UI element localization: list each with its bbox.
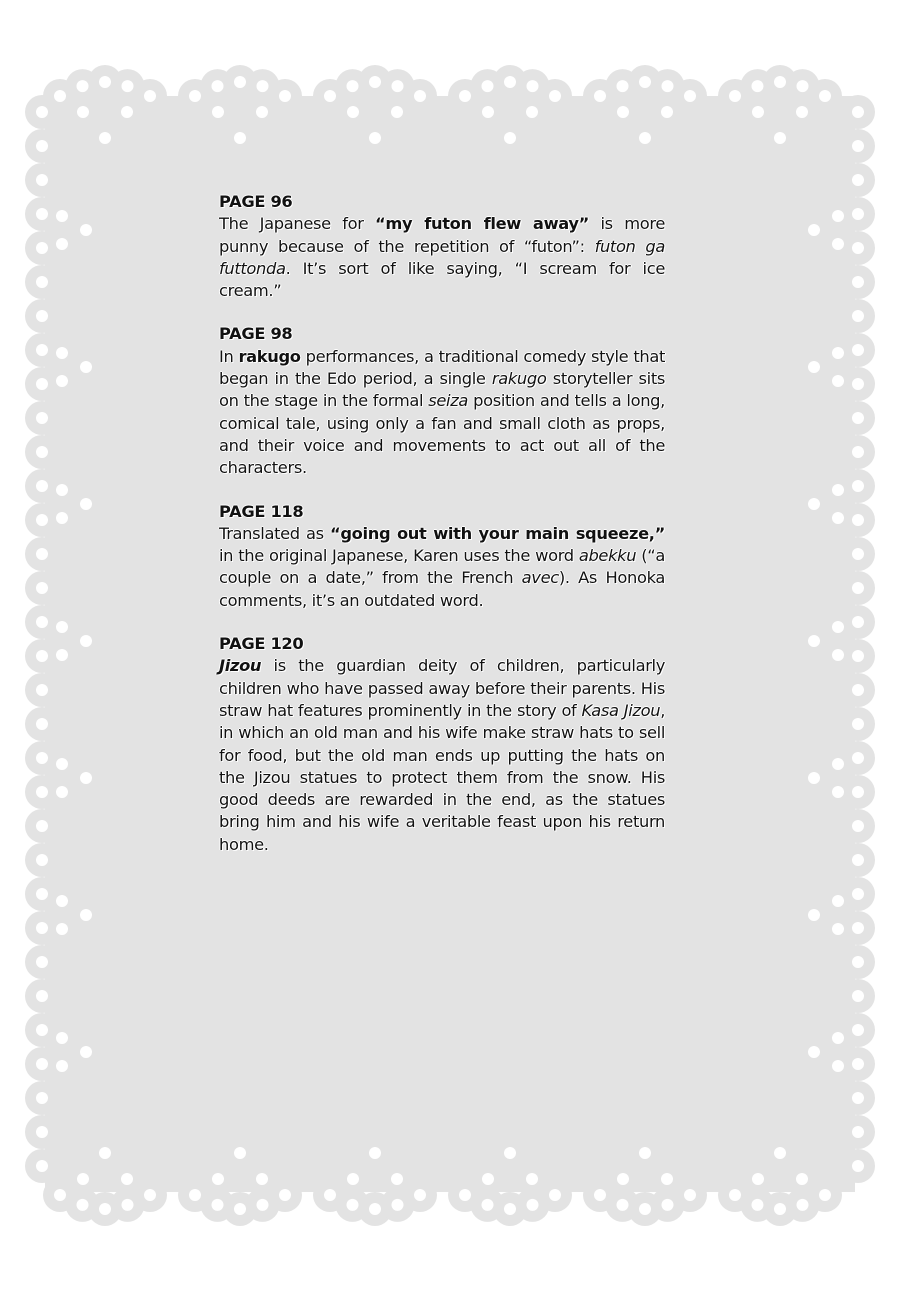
frame-hole xyxy=(122,1199,134,1211)
frame-hole xyxy=(36,242,48,254)
note-heading: PAGE 118 xyxy=(219,501,304,521)
frame-hole xyxy=(279,90,291,102)
frame-hole xyxy=(662,1199,674,1211)
frame-hole xyxy=(852,786,864,798)
frame-hole xyxy=(832,923,844,935)
frame-hole xyxy=(36,684,48,696)
frame-hole xyxy=(852,616,864,628)
frame-hole xyxy=(808,909,820,921)
frame-hole xyxy=(526,1173,538,1185)
frame-hole xyxy=(774,76,786,88)
frame-hole xyxy=(832,786,844,798)
frame-hole xyxy=(852,990,864,1002)
frame-hole xyxy=(797,1199,809,1211)
frame-hole xyxy=(852,344,864,356)
frame-hole xyxy=(56,238,68,250)
frame-hole xyxy=(56,895,68,907)
frame-hole xyxy=(832,484,844,496)
frame-hole xyxy=(852,140,864,152)
frame-hole xyxy=(414,1189,426,1201)
frame-hole xyxy=(56,621,68,633)
frame-hole xyxy=(527,1199,539,1211)
frame-hole xyxy=(36,956,48,968)
frame-hole xyxy=(729,90,741,102)
frame-hole xyxy=(36,786,48,798)
frame-hole xyxy=(80,361,92,373)
note-body: Jizou is the guardian deity of children, particularly children who have passed away before their parents. His straw hat features prominently in the story of Kasa Jizou, in which an old man and his wife make straw hats to sell for food, but the old man ends up putting the hats on the Jizou statues to protect them from the snow. His good deeds are rewarded in the end, as the statues bring him and his wife a veritable feast upon his return home. xyxy=(219,656,666,854)
frame-hole xyxy=(36,990,48,1002)
frame-hole xyxy=(347,80,359,92)
frame-hole xyxy=(808,361,820,373)
frame-hole xyxy=(526,106,538,118)
frame-hole xyxy=(852,412,864,424)
frame-hole xyxy=(257,1199,269,1211)
frame-hole xyxy=(774,1147,786,1159)
frame-hole xyxy=(504,132,516,144)
frame-hole xyxy=(324,90,336,102)
frame-hole xyxy=(144,1189,156,1201)
frame-hole xyxy=(36,582,48,594)
frame-hole xyxy=(852,1160,864,1172)
frame-hole xyxy=(852,548,864,560)
frame-hole xyxy=(774,1203,786,1215)
frame-hole xyxy=(36,1092,48,1104)
frame-hole xyxy=(56,347,68,359)
frame-hole xyxy=(36,888,48,900)
frame-hole xyxy=(234,1203,246,1215)
frame-hole xyxy=(212,106,224,118)
frame-hole xyxy=(347,1173,359,1185)
frame-hole xyxy=(369,1203,381,1215)
frame-hole xyxy=(549,90,561,102)
frame-hole xyxy=(36,752,48,764)
frame-hole xyxy=(36,276,48,288)
frame-hole xyxy=(774,132,786,144)
frame-hole xyxy=(36,1058,48,1070)
note-page-96 xyxy=(219,191,665,302)
frame-hole xyxy=(504,1147,516,1159)
frame-hole xyxy=(54,90,66,102)
frame-hole xyxy=(459,1189,471,1201)
frame-hole xyxy=(80,909,92,921)
note-heading: PAGE 98 xyxy=(219,324,293,344)
frame-hole xyxy=(36,650,48,662)
frame-hole xyxy=(369,76,381,88)
frame-hole xyxy=(77,1173,89,1185)
frame-hole xyxy=(80,772,92,784)
frame-hole xyxy=(852,310,864,322)
frame-hole xyxy=(36,922,48,934)
frame-hole xyxy=(639,1147,651,1159)
frame-hole xyxy=(56,375,68,387)
frame-hole xyxy=(729,1189,741,1201)
frame-hole xyxy=(852,582,864,594)
frame-hole xyxy=(808,498,820,510)
frame-hole xyxy=(56,1032,68,1044)
frame-hole xyxy=(852,242,864,254)
frame-hole xyxy=(56,786,68,798)
frame-hole xyxy=(482,1199,494,1211)
frame-hole xyxy=(36,412,48,424)
frame-hole xyxy=(617,1199,629,1211)
frame-hole xyxy=(234,76,246,88)
frame-hole xyxy=(852,1024,864,1036)
note-body: The Japanese for “my futon flew away” is more punny because of the repetition of “futon”: futon ga futtonda. It’s sort of like saying, “I scream for ice cream.” xyxy=(219,214,665,301)
note-page-118 xyxy=(219,501,665,612)
frame-hole xyxy=(852,956,864,968)
frame-hole xyxy=(77,106,89,118)
frame-hole xyxy=(234,132,246,144)
frame-hole xyxy=(36,820,48,832)
frame-hole xyxy=(832,512,844,524)
frame-hole xyxy=(56,210,68,222)
frame-hole xyxy=(797,80,809,92)
frame-hole xyxy=(99,76,111,88)
frame-hole xyxy=(852,446,864,458)
frame-hole xyxy=(852,820,864,832)
frame-hole xyxy=(324,1189,336,1201)
frame-hole xyxy=(796,106,808,118)
frame-hole xyxy=(36,480,48,492)
frame-hole xyxy=(752,80,764,92)
frame-hole xyxy=(808,224,820,236)
frame-hole xyxy=(852,752,864,764)
frame-hole xyxy=(527,80,539,92)
note-heading: PAGE 96 xyxy=(219,192,293,211)
frame-hole xyxy=(99,132,111,144)
frame-hole xyxy=(832,375,844,387)
frame-hole xyxy=(832,238,844,250)
frame-hole xyxy=(212,1173,224,1185)
frame-hole xyxy=(617,80,629,92)
frame-hole xyxy=(279,1189,291,1201)
frame-hole xyxy=(212,80,224,92)
frame-hole xyxy=(36,1126,48,1138)
frame-hole xyxy=(36,514,48,526)
frame-hole xyxy=(36,208,48,220)
frame-hole xyxy=(639,132,651,144)
frame-hole xyxy=(832,621,844,633)
frame-hole xyxy=(56,1060,68,1072)
frame-hole xyxy=(852,684,864,696)
frame-hole xyxy=(852,650,864,662)
note-body: In rakugo performances, a traditional comedy style that began in the Edo period, a single rakugo storyteller sits on the stage in the formal seiza position and tells a long, comical tale, using only a fan and small cloth as props, and their voice and movements to act out all of the characters. xyxy=(219,346,666,478)
frame-hole xyxy=(189,90,201,102)
frame-hole xyxy=(392,1199,404,1211)
frame-hole xyxy=(80,224,92,236)
frame-hole xyxy=(594,1189,606,1201)
frame-hole xyxy=(482,1173,494,1185)
frame-hole xyxy=(852,1126,864,1138)
frame-hole xyxy=(852,922,864,934)
frame-hole xyxy=(852,174,864,186)
frame-hole xyxy=(852,888,864,900)
frame-hole xyxy=(504,76,516,88)
frame-hole xyxy=(832,1032,844,1044)
frame-hole xyxy=(684,90,696,102)
frame-hole xyxy=(36,1024,48,1036)
note-heading: PAGE 120 xyxy=(219,634,304,654)
frame-hole xyxy=(832,758,844,770)
frame-hole xyxy=(808,635,820,647)
frame-hole xyxy=(36,616,48,628)
frame-hole xyxy=(617,1173,629,1185)
frame-hole xyxy=(257,80,269,92)
frame-hole xyxy=(832,1060,844,1072)
frame-hole xyxy=(852,106,864,118)
frame-hole xyxy=(852,854,864,866)
frame-hole xyxy=(819,90,831,102)
frame-hole xyxy=(832,649,844,661)
frame-hole xyxy=(852,1058,864,1070)
frame-hole xyxy=(752,1173,764,1185)
frame-hole xyxy=(36,174,48,186)
frame-hole xyxy=(796,1173,808,1185)
frame-hole xyxy=(99,1147,111,1159)
frame-hole xyxy=(852,1092,864,1104)
frame-hole xyxy=(594,90,606,102)
frame-hole xyxy=(56,484,68,496)
frame-hole xyxy=(661,1173,673,1185)
frame-hole xyxy=(36,854,48,866)
frame-hole xyxy=(36,548,48,560)
frame-hole xyxy=(852,480,864,492)
note-page-98 xyxy=(219,323,665,479)
frame-hole xyxy=(54,1189,66,1201)
frame-hole xyxy=(256,106,268,118)
frame-hole xyxy=(347,106,359,118)
frame-hole xyxy=(832,210,844,222)
frame-hole xyxy=(661,106,673,118)
frame-hole xyxy=(752,1199,764,1211)
note-body: Translated as “going out with your main squeeze,” in the original Japanese, Karen uses the word abekku (“a couple on a date,” from the French avec). As Honoka comments, it’s an outdated word. xyxy=(219,523,665,610)
frame-hole xyxy=(36,718,48,730)
frame-hole xyxy=(56,923,68,935)
frame-hole xyxy=(391,106,403,118)
frame-hole xyxy=(369,1147,381,1159)
frame-hole xyxy=(77,1199,89,1211)
frame-hole xyxy=(212,1199,224,1211)
frame-hole xyxy=(808,772,820,784)
frame-hole xyxy=(189,1189,201,1201)
frame-hole xyxy=(36,140,48,152)
frame-hole xyxy=(639,1203,651,1215)
frame-hole xyxy=(36,106,48,118)
frame-hole xyxy=(639,76,651,88)
frame-hole xyxy=(832,895,844,907)
frame-hole xyxy=(414,90,426,102)
frame-hole xyxy=(482,106,494,118)
frame-hole xyxy=(752,106,764,118)
note-page-120 xyxy=(219,633,665,856)
frame-hole xyxy=(852,514,864,526)
frame-hole xyxy=(504,1203,516,1215)
frame-hole xyxy=(77,80,89,92)
frame-hole xyxy=(482,80,494,92)
frame-hole xyxy=(684,1189,696,1201)
translation-notes xyxy=(219,191,665,877)
frame-hole xyxy=(56,758,68,770)
frame-hole xyxy=(56,512,68,524)
frame-hole xyxy=(144,90,156,102)
frame-hole xyxy=(36,344,48,356)
frame-hole xyxy=(808,1046,820,1058)
frame-hole xyxy=(234,1147,246,1159)
frame-hole xyxy=(549,1189,561,1201)
frame-hole xyxy=(99,1203,111,1215)
frame-hole xyxy=(121,106,133,118)
frame-hole xyxy=(36,310,48,322)
frame-hole xyxy=(80,635,92,647)
frame-hole xyxy=(662,80,674,92)
frame-hole xyxy=(617,106,629,118)
frame-hole xyxy=(36,378,48,390)
frame-hole xyxy=(369,132,381,144)
frame-hole xyxy=(852,208,864,220)
frame-hole xyxy=(852,276,864,288)
frame-hole xyxy=(819,1189,831,1201)
frame-hole xyxy=(80,1046,92,1058)
frame-hole xyxy=(36,1160,48,1172)
frame-hole xyxy=(852,718,864,730)
frame-hole xyxy=(459,90,471,102)
frame-hole xyxy=(80,498,92,510)
frame-hole xyxy=(122,80,134,92)
frame-hole xyxy=(832,347,844,359)
frame-hole xyxy=(56,649,68,661)
frame-hole xyxy=(256,1173,268,1185)
frame-hole xyxy=(852,378,864,390)
frame-hole xyxy=(347,1199,359,1211)
frame-hole xyxy=(392,80,404,92)
frame-hole xyxy=(36,446,48,458)
frame-hole xyxy=(391,1173,403,1185)
frame-hole xyxy=(121,1173,133,1185)
